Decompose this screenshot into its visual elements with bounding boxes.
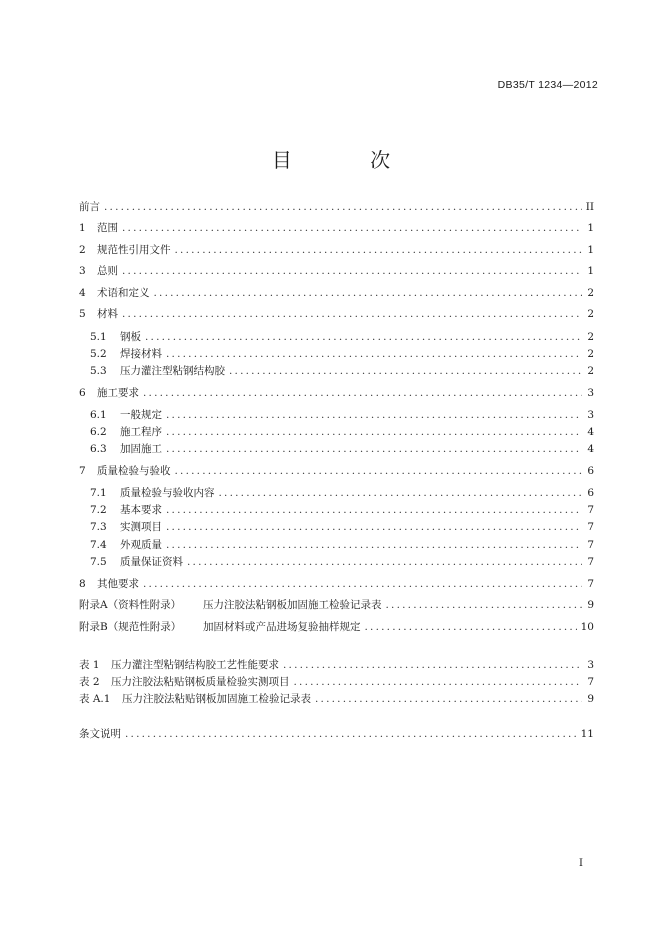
toc-page-number: II — [585, 201, 594, 213]
toc-label: 条文说明 — [79, 728, 121, 740]
toc-page-number: 10 — [580, 621, 594, 633]
toc-entry-foreword[interactable] — [79, 200, 594, 215]
toc-entry-6-2[interactable] — [90, 425, 594, 440]
toc-label: 施工要求 — [97, 387, 139, 399]
toc-label: 压力注胶法粘贴钢板加固施工检验记录表 — [122, 693, 311, 705]
toc-page-number: 6 — [587, 487, 594, 499]
toc-number: 5.3 — [90, 365, 107, 377]
toc-page-number: 4 — [587, 426, 594, 438]
toc-page-number: 7 — [587, 539, 594, 551]
toc-entry-appendix-a[interactable] — [79, 598, 594, 613]
toc-page-number: 3 — [587, 409, 594, 421]
toc-entry-explanation[interactable] — [79, 727, 594, 742]
toc-entry-general[interactable] — [79, 264, 594, 279]
toc-entry-7-1[interactable] — [90, 486, 594, 501]
toc-label: 压力灌注型粘钢结构胶 — [120, 365, 225, 377]
toc-page-number: 7 — [587, 504, 594, 516]
toc-number: 5.1 — [90, 331, 107, 343]
toc-leader-dots — [122, 264, 582, 279]
toc-label: 焊接材料 — [120, 348, 162, 360]
toc-page-number: 7 — [587, 556, 594, 568]
toc-number: 6.1 — [90, 409, 107, 421]
document-code: DB35/T 1234—2012 — [497, 79, 598, 91]
toc-leader-dots — [166, 408, 582, 423]
toc-number: 7.2 — [90, 504, 107, 516]
toc-page-number: 2 — [587, 348, 594, 360]
toc-entry-table-1[interactable] — [79, 658, 594, 673]
toc-number: 5 — [79, 308, 86, 320]
toc-leader-dots — [229, 364, 582, 379]
toc-label: 一般规定 — [120, 409, 162, 421]
toc-page-number: 2 — [587, 287, 594, 299]
toc-page-number: 7 — [587, 676, 594, 688]
toc-leader-dots — [122, 307, 582, 322]
toc-page-number: 2 — [587, 308, 594, 320]
toc-entry-materials[interactable] — [79, 307, 594, 322]
toc-number: 7.4 — [90, 539, 107, 551]
toc-label: 其他要求 — [97, 578, 139, 590]
toc-page-number: 2 — [587, 331, 594, 343]
toc-page-number: 1 — [587, 265, 594, 277]
toc-entry-construction[interactable] — [79, 386, 594, 401]
toc-page-number: 3 — [587, 387, 594, 399]
toc-number: 6 — [79, 387, 86, 399]
toc-leader-dots — [154, 286, 583, 301]
toc-page-number: 4 — [587, 443, 594, 455]
toc-label: 质量检验与验收 — [97, 465, 171, 477]
toc-number: 表 2 — [79, 676, 100, 688]
toc-label: 质量保证资料 — [120, 556, 183, 568]
toc-leader-dots — [187, 555, 582, 570]
toc-number: 7.1 — [90, 487, 107, 499]
toc-entry-scope[interactable] — [79, 221, 594, 236]
toc-number: 1 — [79, 222, 86, 234]
toc-leader-dots — [166, 538, 582, 553]
toc-leader-dots — [283, 658, 582, 673]
page-number: I — [579, 858, 583, 869]
toc-label: 压力灌注型粘钢结构胶工艺性能要求 — [111, 659, 279, 671]
toc-entry-6-1[interactable] — [90, 408, 594, 423]
toc-leader-dots — [175, 464, 583, 479]
toc-leader-dots — [166, 520, 582, 535]
toc-entry-7-3[interactable] — [90, 520, 594, 535]
toc-label: 术语和定义 — [97, 287, 150, 299]
toc-entry-table-2[interactable] — [79, 675, 594, 690]
toc-page-number: 9 — [587, 693, 594, 705]
toc-entry-appendix-b[interactable] — [79, 620, 594, 635]
toc-label: 压力注胶法粘钢板加固施工检验记录表 — [203, 599, 382, 611]
toc-label: 施工程序 — [120, 426, 162, 438]
toc-page-number: 7 — [587, 521, 594, 533]
toc-label: 外观质量 — [120, 539, 162, 551]
toc-label: 前言 — [79, 201, 100, 213]
toc-number: 2 — [79, 244, 86, 256]
toc-leader-dots — [315, 692, 582, 707]
toc-entry-7-4[interactable] — [90, 538, 594, 553]
toc-leader-dots — [166, 425, 582, 440]
toc-leader-dots — [175, 243, 583, 258]
toc-page-number: 2 — [587, 365, 594, 377]
toc-number: 7.3 — [90, 521, 107, 533]
toc-leader-dots — [294, 675, 583, 690]
toc-leader-dots — [143, 386, 582, 401]
toc-number: 附录B（规范性附录） — [79, 621, 182, 633]
toc-number: 7.5 — [90, 556, 107, 568]
toc-label: 压力注胶法粘贴钢板质量检验实测项目 — [111, 676, 290, 688]
toc-label: 范围 — [97, 222, 118, 234]
toc-label: 加固材料或产品进场复验抽样规定 — [203, 621, 361, 633]
toc-label: 钢板 — [120, 331, 141, 343]
toc-entry-7-2[interactable] — [90, 503, 594, 518]
toc-number: 7 — [79, 465, 86, 477]
toc-entry-5-1[interactable] — [90, 330, 594, 345]
toc-page-number: 1 — [587, 244, 594, 256]
toc-leader-dots — [145, 330, 582, 345]
toc-leader-dots — [166, 347, 582, 362]
toc-number: 6.3 — [90, 443, 107, 455]
toc-entry-normative-references[interactable] — [79, 243, 594, 258]
toc-number: 表 1 — [79, 659, 100, 671]
toc-leader-dots — [166, 503, 582, 518]
toc-leader-dots — [166, 442, 582, 457]
toc-page-number: 6 — [587, 465, 594, 477]
toc-entry-table-a1[interactable] — [79, 692, 594, 707]
page-title: 目 次 — [271, 148, 427, 172]
toc-label: 加固施工 — [120, 443, 162, 455]
toc-leader-dots — [122, 221, 582, 236]
toc-label: 总则 — [97, 265, 118, 277]
toc-number: 6.2 — [90, 426, 107, 438]
toc-number: 8 — [79, 578, 86, 590]
toc-number: 3 — [79, 265, 86, 277]
toc-entry-other-requirements[interactable] — [79, 577, 594, 592]
toc-page-number: 9 — [587, 599, 594, 611]
toc-number: 4 — [79, 287, 86, 299]
toc-page-number: 7 — [587, 578, 594, 590]
toc-entry-6-3[interactable] — [90, 442, 594, 457]
toc-page-number: 1 — [587, 222, 594, 234]
toc-leader-dots — [365, 620, 577, 635]
toc-page-number: 11 — [580, 728, 594, 740]
toc-leader-dots — [219, 486, 583, 501]
toc-entry-5-2[interactable] — [90, 347, 594, 362]
toc-label: 材料 — [97, 308, 118, 320]
toc-entry-terms[interactable] — [79, 286, 594, 301]
toc-leader-dots — [386, 598, 583, 613]
toc-number: 5.2 — [90, 348, 107, 360]
toc-label: 基本要求 — [120, 504, 162, 516]
toc-leader-dots — [143, 577, 582, 592]
toc-label: 质量检验与验收内容 — [120, 487, 215, 499]
toc-page-number: 3 — [587, 659, 594, 671]
toc-label: 规范性引用文件 — [97, 244, 171, 256]
toc-number: 表 A.1 — [79, 693, 111, 705]
toc-entry-quality-inspection[interactable] — [79, 464, 594, 479]
toc-leader-dots — [104, 200, 582, 215]
toc-entry-5-3[interactable] — [90, 364, 594, 379]
toc-entry-7-5[interactable] — [90, 555, 594, 570]
toc-label: 实测项目 — [120, 521, 162, 533]
toc-number: 附录A（资料性附录） — [79, 599, 182, 611]
toc-leader-dots — [125, 727, 577, 742]
